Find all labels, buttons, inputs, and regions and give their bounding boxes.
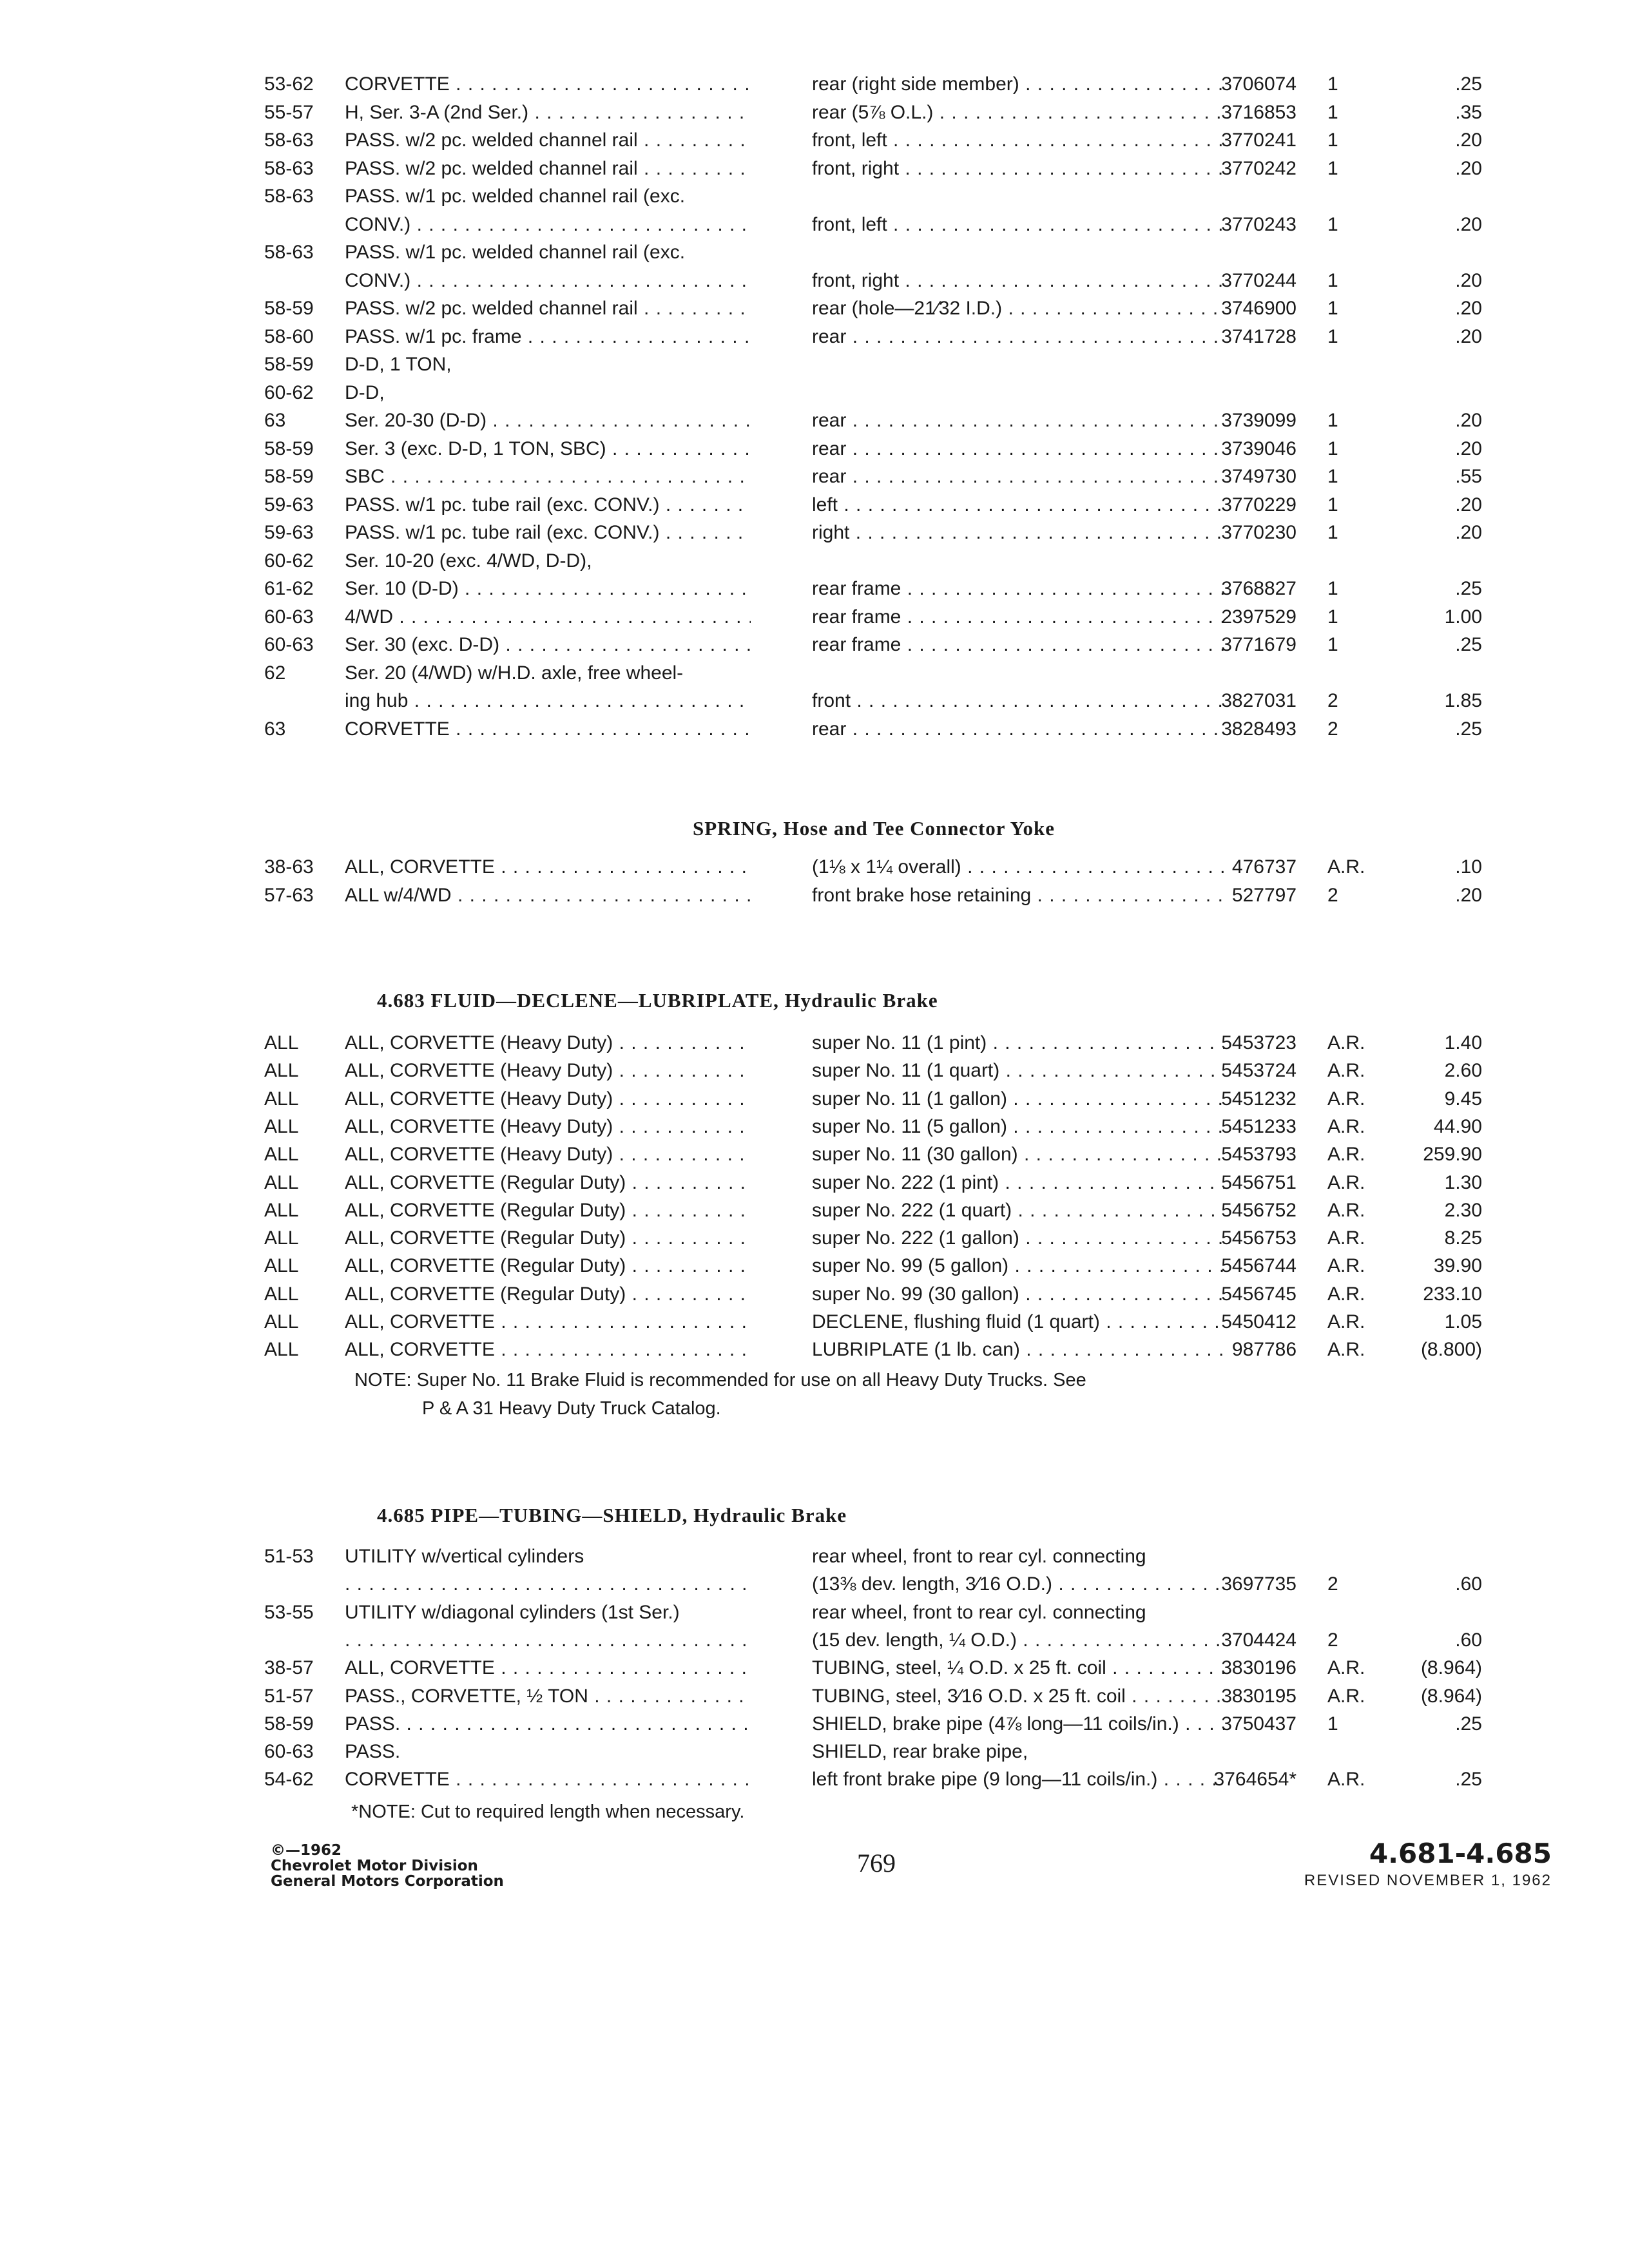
part-number: 2397529: [1221, 606, 1296, 628]
price: .20: [1455, 298, 1482, 319]
part-number: 5453723: [1221, 1032, 1296, 1053]
description: super No. 222 (1 pint) . . .: [812, 1169, 1224, 1196]
quantity: A.R.: [1327, 1311, 1365, 1332]
quantity: 1: [1327, 466, 1338, 487]
description: (13⅜ dev. length, 3⁄16 O.D.) . . .: [812, 1571, 1224, 1598]
quantity: 1: [1327, 634, 1338, 655]
description: front, left . . .: [812, 127, 1224, 154]
price: 2.60: [1444, 1060, 1482, 1082]
model: CORVETTE . . .: [345, 1766, 751, 1793]
quantity: 1: [1327, 578, 1338, 599]
year-range: 59-63: [264, 494, 314, 515]
model: ALL, CORVETTE (Heavy Duty) . . .: [345, 1141, 751, 1168]
fluid-note-line1: NOTE: Super No. 11 Brake Fluid is recommended for use on all Heavy Duty Trucks. See: [354, 1370, 1086, 1390]
year-range: 58-59: [264, 1713, 314, 1735]
description: SHIELD, rear brake pipe,: [812, 1741, 1028, 1763]
description: super No. 99 (5 gallon) . . .: [812, 1253, 1224, 1280]
section-heading-pipe: 4.685 PIPE—TUBING—SHIELD, Hydraulic Brake: [377, 1504, 847, 1526]
year-range: ALL: [264, 1227, 299, 1249]
part-number: 3770244: [1221, 269, 1296, 291]
year-range: 53-62: [264, 73, 314, 95]
description: front, right . . .: [812, 155, 1224, 182]
price: (8.964): [1420, 1657, 1482, 1679]
model: Ser. 30 (exc. D-D) . . .: [345, 631, 751, 658]
year-range: 58-63: [264, 130, 314, 151]
quantity: 1: [1327, 73, 1338, 95]
model: ALL, CORVETTE (Heavy Duty) . . .: [345, 1057, 751, 1084]
model: D-D, 1 TON,: [345, 354, 452, 375]
description: left front brake pipe (9 long—11 coils/in.) . . .: [812, 1766, 1224, 1793]
year-range: ALL: [264, 1171, 299, 1193]
year-range: 58-59: [264, 298, 314, 319]
model: CORVETTE . . .: [345, 71, 751, 98]
quantity: 1: [1327, 269, 1338, 291]
part-number: 476737: [1231, 856, 1296, 878]
quantity: A.R.: [1327, 1144, 1365, 1166]
model: PASS. w/1 pc. welded channel rail (exc.: [345, 242, 686, 263]
price: .20: [1455, 494, 1482, 515]
description: rear frame . . .: [812, 631, 1224, 658]
description: SHIELD, brake pipe (4⅞ long—11 coils/in.) . . .: [812, 1711, 1224, 1738]
part-number: 3741728: [1221, 325, 1296, 347]
description: rear (5⅞ O.L.) . . .: [812, 99, 1224, 126]
year-range: 53-55: [264, 1601, 314, 1623]
model: PASS. w/1 pc. frame . . .: [345, 323, 751, 351]
description: super No. 222 (1 quart) . . .: [812, 1197, 1224, 1224]
model: [345, 1571, 751, 1598]
part-number: 987786: [1231, 1339, 1296, 1361]
part-number: 5451232: [1221, 1088, 1296, 1110]
year-range: 60-63: [264, 634, 314, 655]
year-range: 58-59: [264, 466, 314, 487]
quantity: A.R.: [1327, 1685, 1365, 1707]
price: .25: [1455, 718, 1482, 740]
year-range: 61-62: [264, 578, 314, 599]
part-number: 3771679: [1221, 634, 1296, 655]
quantity: 1: [1327, 410, 1338, 431]
description: (15 dev. length, ¼ O.D.) . . .: [812, 1627, 1224, 1654]
description: front, right . . .: [812, 267, 1224, 294]
model: Ser. 10-20 (exc. 4/WD, D-D),: [345, 550, 592, 572]
price: .25: [1455, 634, 1482, 655]
model: PASS. w/1 pc. tube rail (exc. CONV.) . . .: [345, 492, 751, 519]
year-range: 54-62: [264, 1769, 314, 1791]
description: rear . . .: [812, 716, 1224, 743]
fluid-note-line2: P & A 31 Heavy Duty Truck Catalog.: [422, 1398, 721, 1419]
quantity: 2: [1327, 1629, 1338, 1651]
section-heading-fluid: 4.683 FLUID—DECLENE—LUBRIPLATE, Hydraulic Brake: [377, 989, 938, 1012]
model: SBC . . .: [345, 463, 751, 490]
part-number: 5456751: [1221, 1171, 1296, 1193]
price: .20: [1455, 522, 1482, 543]
price: .20: [1455, 269, 1482, 291]
price: 39.90: [1433, 1255, 1482, 1277]
quantity: 2: [1327, 884, 1338, 906]
part-number: 3770230: [1221, 522, 1296, 543]
quantity: 1: [1327, 298, 1338, 319]
part-number: 3770229: [1221, 494, 1296, 515]
description: rear frame . . .: [812, 604, 1224, 631]
part-number: 5453724: [1221, 1060, 1296, 1082]
year-range: 60-63: [264, 1741, 314, 1763]
corporation-name: General Motors Corporation: [271, 1873, 504, 1890]
price: 1.30: [1444, 1171, 1482, 1193]
model: PASS. w/2 pc. welded channel rail . . .: [345, 127, 751, 154]
price: .25: [1455, 73, 1482, 95]
part-number: 5451233: [1221, 1115, 1296, 1137]
model: ALL, CORVETTE (Heavy Duty) . . .: [345, 1113, 751, 1140]
quantity: A.R.: [1327, 1199, 1365, 1221]
section-range: 4.681-4.685: [1369, 1838, 1552, 1869]
description: DECLENE, flushing fluid (1 quart) . . .: [812, 1309, 1224, 1336]
description: super No. 11 (5 gallon) . . .: [812, 1113, 1224, 1140]
quantity: 1: [1327, 213, 1338, 235]
quantity: 1: [1327, 130, 1338, 151]
price: .10: [1455, 856, 1482, 878]
part-number: 5456752: [1221, 1199, 1296, 1221]
model: ALL, CORVETTE (Regular Duty) . . .: [345, 1169, 751, 1196]
division-name: Chevrolet Motor Division: [271, 1858, 478, 1874]
description: super No. 11 (30 gallon) . . .: [812, 1141, 1224, 1168]
price: 1.05: [1444, 1311, 1482, 1332]
part-number: 3716853: [1221, 101, 1296, 123]
part-number: 3830196: [1221, 1657, 1296, 1679]
model: ALL, CORVETTE (Heavy Duty) . . .: [345, 1086, 751, 1113]
model: PASS. w/1 pc. welded channel rail (exc.: [345, 186, 686, 207]
description: TUBING, steel, 3⁄16 O.D. x 25 ft. coil . . .: [812, 1683, 1224, 1710]
model: ALL, CORVETTE . . .: [345, 1309, 751, 1336]
year-range: 59-63: [264, 522, 314, 543]
description: super No. 11 (1 quart) . . .: [812, 1057, 1224, 1084]
page-number: 769: [857, 1849, 896, 1878]
price: (8.964): [1420, 1685, 1482, 1707]
model: ALL, CORVETTE (Heavy Duty) . . .: [345, 1030, 751, 1057]
part-number: 3697735: [1221, 1573, 1296, 1595]
model: ALL, CORVETTE (Regular Duty) . . .: [345, 1225, 751, 1252]
price: .60: [1455, 1629, 1482, 1651]
model: PASS., CORVETTE, ½ TON . . .: [345, 1683, 751, 1710]
year-range: 55-57: [264, 101, 314, 123]
description: rear (right side member) . . .: [812, 71, 1224, 98]
model: CORVETTE . . .: [345, 716, 751, 743]
description: TUBING, steel, ¼ O.D. x 25 ft. coil . . .: [812, 1655, 1224, 1682]
model: ALL, CORVETTE . . .: [345, 1336, 751, 1363]
model: CONV.) . . .: [345, 211, 751, 238]
description: front, left . . .: [812, 211, 1224, 238]
year-range: 63: [264, 718, 286, 740]
part-number: 527797: [1231, 884, 1296, 906]
description: rear wheel, front to rear cyl. connecting: [812, 1546, 1146, 1567]
year-range: 51-53: [264, 1546, 314, 1567]
model: Ser. 20 (4/WD) w/H.D. axle, free wheel-: [345, 662, 684, 684]
pipe-note: *NOTE: Cut to required length when necessary.: [351, 1802, 745, 1822]
part-number: 3739099: [1221, 410, 1296, 431]
quantity: 1: [1327, 101, 1338, 123]
part-number: 3704424: [1221, 1629, 1296, 1651]
description: right . . .: [812, 519, 1224, 546]
part-number: 3750437: [1221, 1713, 1296, 1735]
year-range: ALL: [264, 1255, 299, 1277]
description: super No. 99 (30 gallon) . . .: [812, 1281, 1224, 1308]
part-number: 5456745: [1221, 1283, 1296, 1305]
quantity: A.R.: [1327, 1227, 1365, 1249]
price: 8.25: [1444, 1227, 1482, 1249]
year-range: 60-63: [264, 606, 314, 628]
model: [345, 1627, 751, 1654]
quantity: A.R.: [1327, 856, 1365, 878]
quantity: A.R.: [1327, 1255, 1365, 1277]
description: rear wheel, front to rear cyl. connecting: [812, 1601, 1146, 1623]
price: .25: [1455, 578, 1482, 599]
price: (8.800): [1420, 1339, 1482, 1361]
year-range: ALL: [264, 1339, 299, 1361]
part-number: 3768827: [1221, 578, 1296, 599]
model: Ser. 20-30 (D-D) . . .: [345, 407, 751, 434]
quantity: A.R.: [1327, 1657, 1365, 1679]
part-number: 3828493: [1221, 718, 1296, 740]
quantity: A.R.: [1327, 1088, 1365, 1110]
year-range: ALL: [264, 1088, 299, 1110]
part-number: 3770243: [1221, 213, 1296, 235]
year-range: ALL: [264, 1199, 299, 1221]
quantity: A.R.: [1327, 1339, 1365, 1361]
model: ALL, CORVETTE . . .: [345, 1655, 751, 1682]
price: .60: [1455, 1573, 1482, 1595]
price: 9.45: [1444, 1088, 1482, 1110]
part-number: 3739046: [1221, 437, 1296, 459]
price: .20: [1455, 437, 1482, 459]
copyright: ©—1962: [271, 1842, 342, 1859]
year-range: 58-59: [264, 354, 314, 375]
model: ALL, CORVETTE (Regular Duty) . . .: [345, 1197, 751, 1224]
model: UTILITY w/vertical cylinders: [345, 1546, 584, 1567]
quantity: 2: [1327, 718, 1338, 740]
revised-date: REVISED NOVEMBER 1, 1962: [1304, 1872, 1552, 1889]
quantity: 2: [1327, 1573, 1338, 1595]
year-range: ALL: [264, 1144, 299, 1166]
model: 4/WD . . .: [345, 604, 751, 631]
quantity: 1: [1327, 522, 1338, 543]
description: super No. 11 (1 pint) . . .: [812, 1030, 1224, 1057]
quantity: 1: [1327, 157, 1338, 179]
year-range: 58-59: [264, 437, 314, 459]
quantity: A.R.: [1327, 1032, 1365, 1053]
quantity: 2: [1327, 690, 1338, 711]
description: rear (hole—21⁄32 I.D.) . . .: [812, 295, 1224, 322]
model: Ser. 3 (exc. D-D, 1 TON, SBC) . . .: [345, 436, 751, 463]
price: .20: [1455, 130, 1482, 151]
model: ALL, CORVETTE . . .: [345, 854, 751, 881]
year-range: 58-63: [264, 242, 314, 263]
quantity: A.R.: [1327, 1171, 1365, 1193]
price: .35: [1455, 101, 1482, 123]
description: front . . .: [812, 687, 1224, 715]
part-number: 3706074: [1221, 73, 1296, 95]
part-number: 3749730: [1221, 466, 1296, 487]
quantity: 1: [1327, 437, 1338, 459]
year-range: ALL: [264, 1311, 299, 1332]
model: CONV.) . . .: [345, 267, 751, 294]
description: left . . .: [812, 492, 1224, 519]
year-range: 58-60: [264, 325, 314, 347]
year-range: ALL: [264, 1115, 299, 1137]
year-range: ALL: [264, 1032, 299, 1053]
part-number: 3764654*: [1213, 1769, 1296, 1791]
price: 1.40: [1444, 1032, 1482, 1053]
model: D-D,: [345, 381, 385, 403]
part-number: 5456753: [1221, 1227, 1296, 1249]
price: .55: [1455, 466, 1482, 487]
quantity: 1: [1327, 606, 1338, 628]
model: PASS. . . .: [345, 1711, 751, 1738]
quantity: A.R.: [1327, 1060, 1365, 1082]
part-number: 5456744: [1221, 1255, 1296, 1277]
model: ing hub . . .: [345, 687, 751, 715]
publisher-block: [271, 1843, 504, 1889]
year-range: ALL: [264, 1283, 299, 1305]
price: .20: [1455, 410, 1482, 431]
price: .20: [1455, 213, 1482, 235]
price: .20: [1455, 884, 1482, 906]
description: (1⅛ x 1¼ overall) . . .: [812, 854, 1224, 881]
quantity: A.R.: [1327, 1115, 1365, 1137]
part-number: 5450412: [1221, 1311, 1296, 1332]
part-number: 3830195: [1221, 1685, 1296, 1707]
model: PASS. w/1 pc. tube rail (exc. CONV.) . . .: [345, 519, 751, 546]
part-number: 5453793: [1221, 1144, 1296, 1166]
model: Ser. 10 (D-D) . . .: [345, 575, 751, 602]
year-range: 38-57: [264, 1657, 314, 1679]
description: rear . . .: [812, 323, 1224, 351]
quantity: A.R.: [1327, 1283, 1365, 1305]
model: ALL w/4/WD . . .: [345, 882, 751, 909]
description: LUBRIPLATE (1 lb. can) . . .: [812, 1336, 1224, 1363]
description: rear . . .: [812, 463, 1224, 490]
quantity: A.R.: [1327, 1769, 1365, 1791]
quantity: 1: [1327, 325, 1338, 347]
price: 259.90: [1423, 1144, 1482, 1166]
description: rear . . .: [812, 436, 1224, 463]
year-range: 51-57: [264, 1685, 314, 1707]
part-number: 3746900: [1221, 298, 1296, 319]
quantity: 1: [1327, 1713, 1338, 1735]
year-range: 38-63: [264, 856, 314, 878]
model: PASS. w/2 pc. welded channel rail . . .: [345, 295, 751, 322]
description: front brake hose retaining . . .: [812, 882, 1224, 909]
description: rear . . .: [812, 407, 1224, 434]
price: .25: [1455, 1769, 1482, 1791]
part-number: 3770242: [1221, 157, 1296, 179]
price: 233.10: [1423, 1283, 1482, 1305]
year-range: 60-62: [264, 550, 314, 572]
price: .20: [1455, 157, 1482, 179]
part-number: 3827031: [1221, 690, 1296, 711]
description: rear frame . . .: [812, 575, 1224, 602]
price: 44.90: [1433, 1115, 1482, 1137]
model: H, Ser. 3-A (2nd Ser.) . . .: [345, 99, 751, 126]
year-range: 58-63: [264, 157, 314, 179]
year-range: ALL: [264, 1060, 299, 1082]
year-range: 62: [264, 662, 286, 684]
price: .20: [1455, 325, 1482, 347]
quantity: 1: [1327, 494, 1338, 515]
model: UTILITY w/diagonal cylinders (1st Ser.): [345, 1601, 680, 1623]
part-number: 3770241: [1221, 130, 1296, 151]
model: PASS. w/2 pc. welded channel rail . . .: [345, 155, 751, 182]
price: 1.85: [1444, 690, 1482, 711]
description: super No. 222 (1 gallon) . . .: [812, 1225, 1224, 1252]
year-range: 58-63: [264, 186, 314, 207]
year-range: 63: [264, 410, 286, 431]
model: PASS.: [345, 1741, 401, 1763]
price: .25: [1455, 1713, 1482, 1735]
price: 1.00: [1444, 606, 1482, 628]
year-range: 60-62: [264, 381, 314, 403]
description: super No. 11 (1 gallon) . . .: [812, 1086, 1224, 1113]
year-range: 57-63: [264, 884, 314, 906]
model: ALL, CORVETTE (Regular Duty) . . .: [345, 1281, 751, 1308]
price: 2.30: [1444, 1199, 1482, 1221]
model: ALL, CORVETTE (Regular Duty) . . .: [345, 1253, 751, 1280]
section-heading-spring: SPRING, Hose and Tee Connector Yoke: [693, 817, 1055, 840]
